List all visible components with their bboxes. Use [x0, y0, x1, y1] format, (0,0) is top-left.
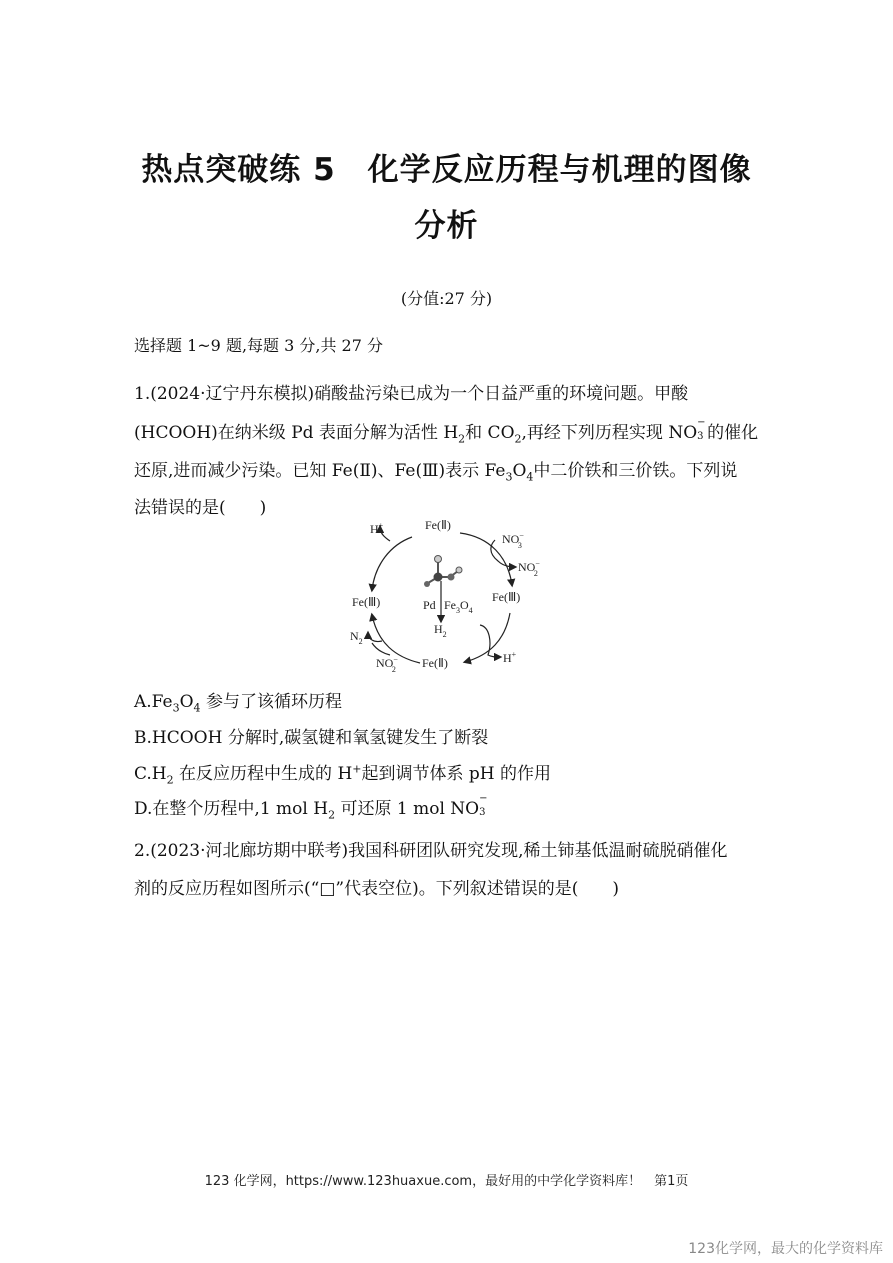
score-note: (分值:27 分) [400, 289, 493, 308]
no2-right-label: NO− 2 [518, 559, 540, 578]
q1-option-d[interactable]: D.在整个历程中,1 mol $H_2$ 可还原 1 mol NO − 3 [134, 793, 488, 822]
q2-line1: 2.(2023·河北廊坊期中联考)我国科研团队研究发现,稀土铈基低温耐硫脱硝催化 [134, 841, 728, 861]
q2-line2: 剂的反应历程如图所示(“□”代表空位)。下列叙述错误的是( ) [134, 879, 619, 899]
fe3-right-label: Fe(Ⅲ) [492, 590, 521, 604]
h-plus-release-arrow-bottom [480, 625, 500, 657]
page-footer: 123 化学网，https://www.123huaxue.com，最好用的中学化学资料库！ 第1页 [204, 1174, 689, 1189]
watermark: 123化学网，最大的化学资料库 [688, 1241, 883, 1257]
fe3-left-label: Fe(Ⅲ) [352, 595, 381, 609]
q1-line2: (HCOOH)在纳米级 Pd 表面分解为活性 $H_2$和 $CO_2$,再经下列历程实现 NO − 3 的催化 [134, 417, 759, 446]
section-heading: 选择题 1~9 题,每题 3 分,共 27 分 [134, 336, 383, 355]
h-plus-top-label: H+ [370, 521, 384, 536]
cycle-arrow-top-left [372, 537, 412, 590]
q1-line1: 1.(2024·辽宁丹东模拟)硝酸盐污染已成为一个日益严重的环境问题。甲酸 [134, 384, 689, 404]
q1-option-c[interactable]: $C.H_2$ 在反应历程中生成的 H+起到调节体系 pH 的作用 [134, 762, 552, 787]
pd-label: Pd [423, 598, 436, 612]
page-title-line1: 热点突破练 5 化学反应历程与机理的图像 [141, 152, 752, 188]
page-title-line2: 分析 [414, 208, 479, 244]
h-plus-bottom-label: H+ [503, 650, 517, 665]
no2-left-label: NO− 2 [376, 655, 398, 674]
reaction-cycle-diagram [330, 515, 560, 680]
hcooh-molecule-icon [424, 556, 462, 588]
no3-label: NO− 3 [502, 531, 524, 550]
fe2-top-label: Fe(Ⅱ) [425, 518, 451, 532]
q1-option-b[interactable]: B.HCOOH 分解时,碳氢键和氧氢键发生了断裂 [134, 728, 489, 748]
n2-label: $N_2$ [350, 629, 363, 646]
fe3o4-label: $Fe_3O_4$ [444, 598, 473, 615]
fe2-bottom-label: Fe(Ⅱ) [422, 656, 448, 670]
h2-label: $H_2$ [434, 622, 447, 639]
q1-line3: 还原,进而减少污染。已知 Fe(Ⅱ)、Fe(Ⅲ)表示 $Fe_3O_4$中二价铁和三价铁。下列说 [134, 461, 738, 484]
q1-line4: 法错误的是( ) [134, 498, 267, 518]
q1-option-a[interactable]: $A.Fe_3O_4$ 参与了该循环历程 [134, 692, 342, 715]
n2-release-arrow [368, 633, 382, 642]
